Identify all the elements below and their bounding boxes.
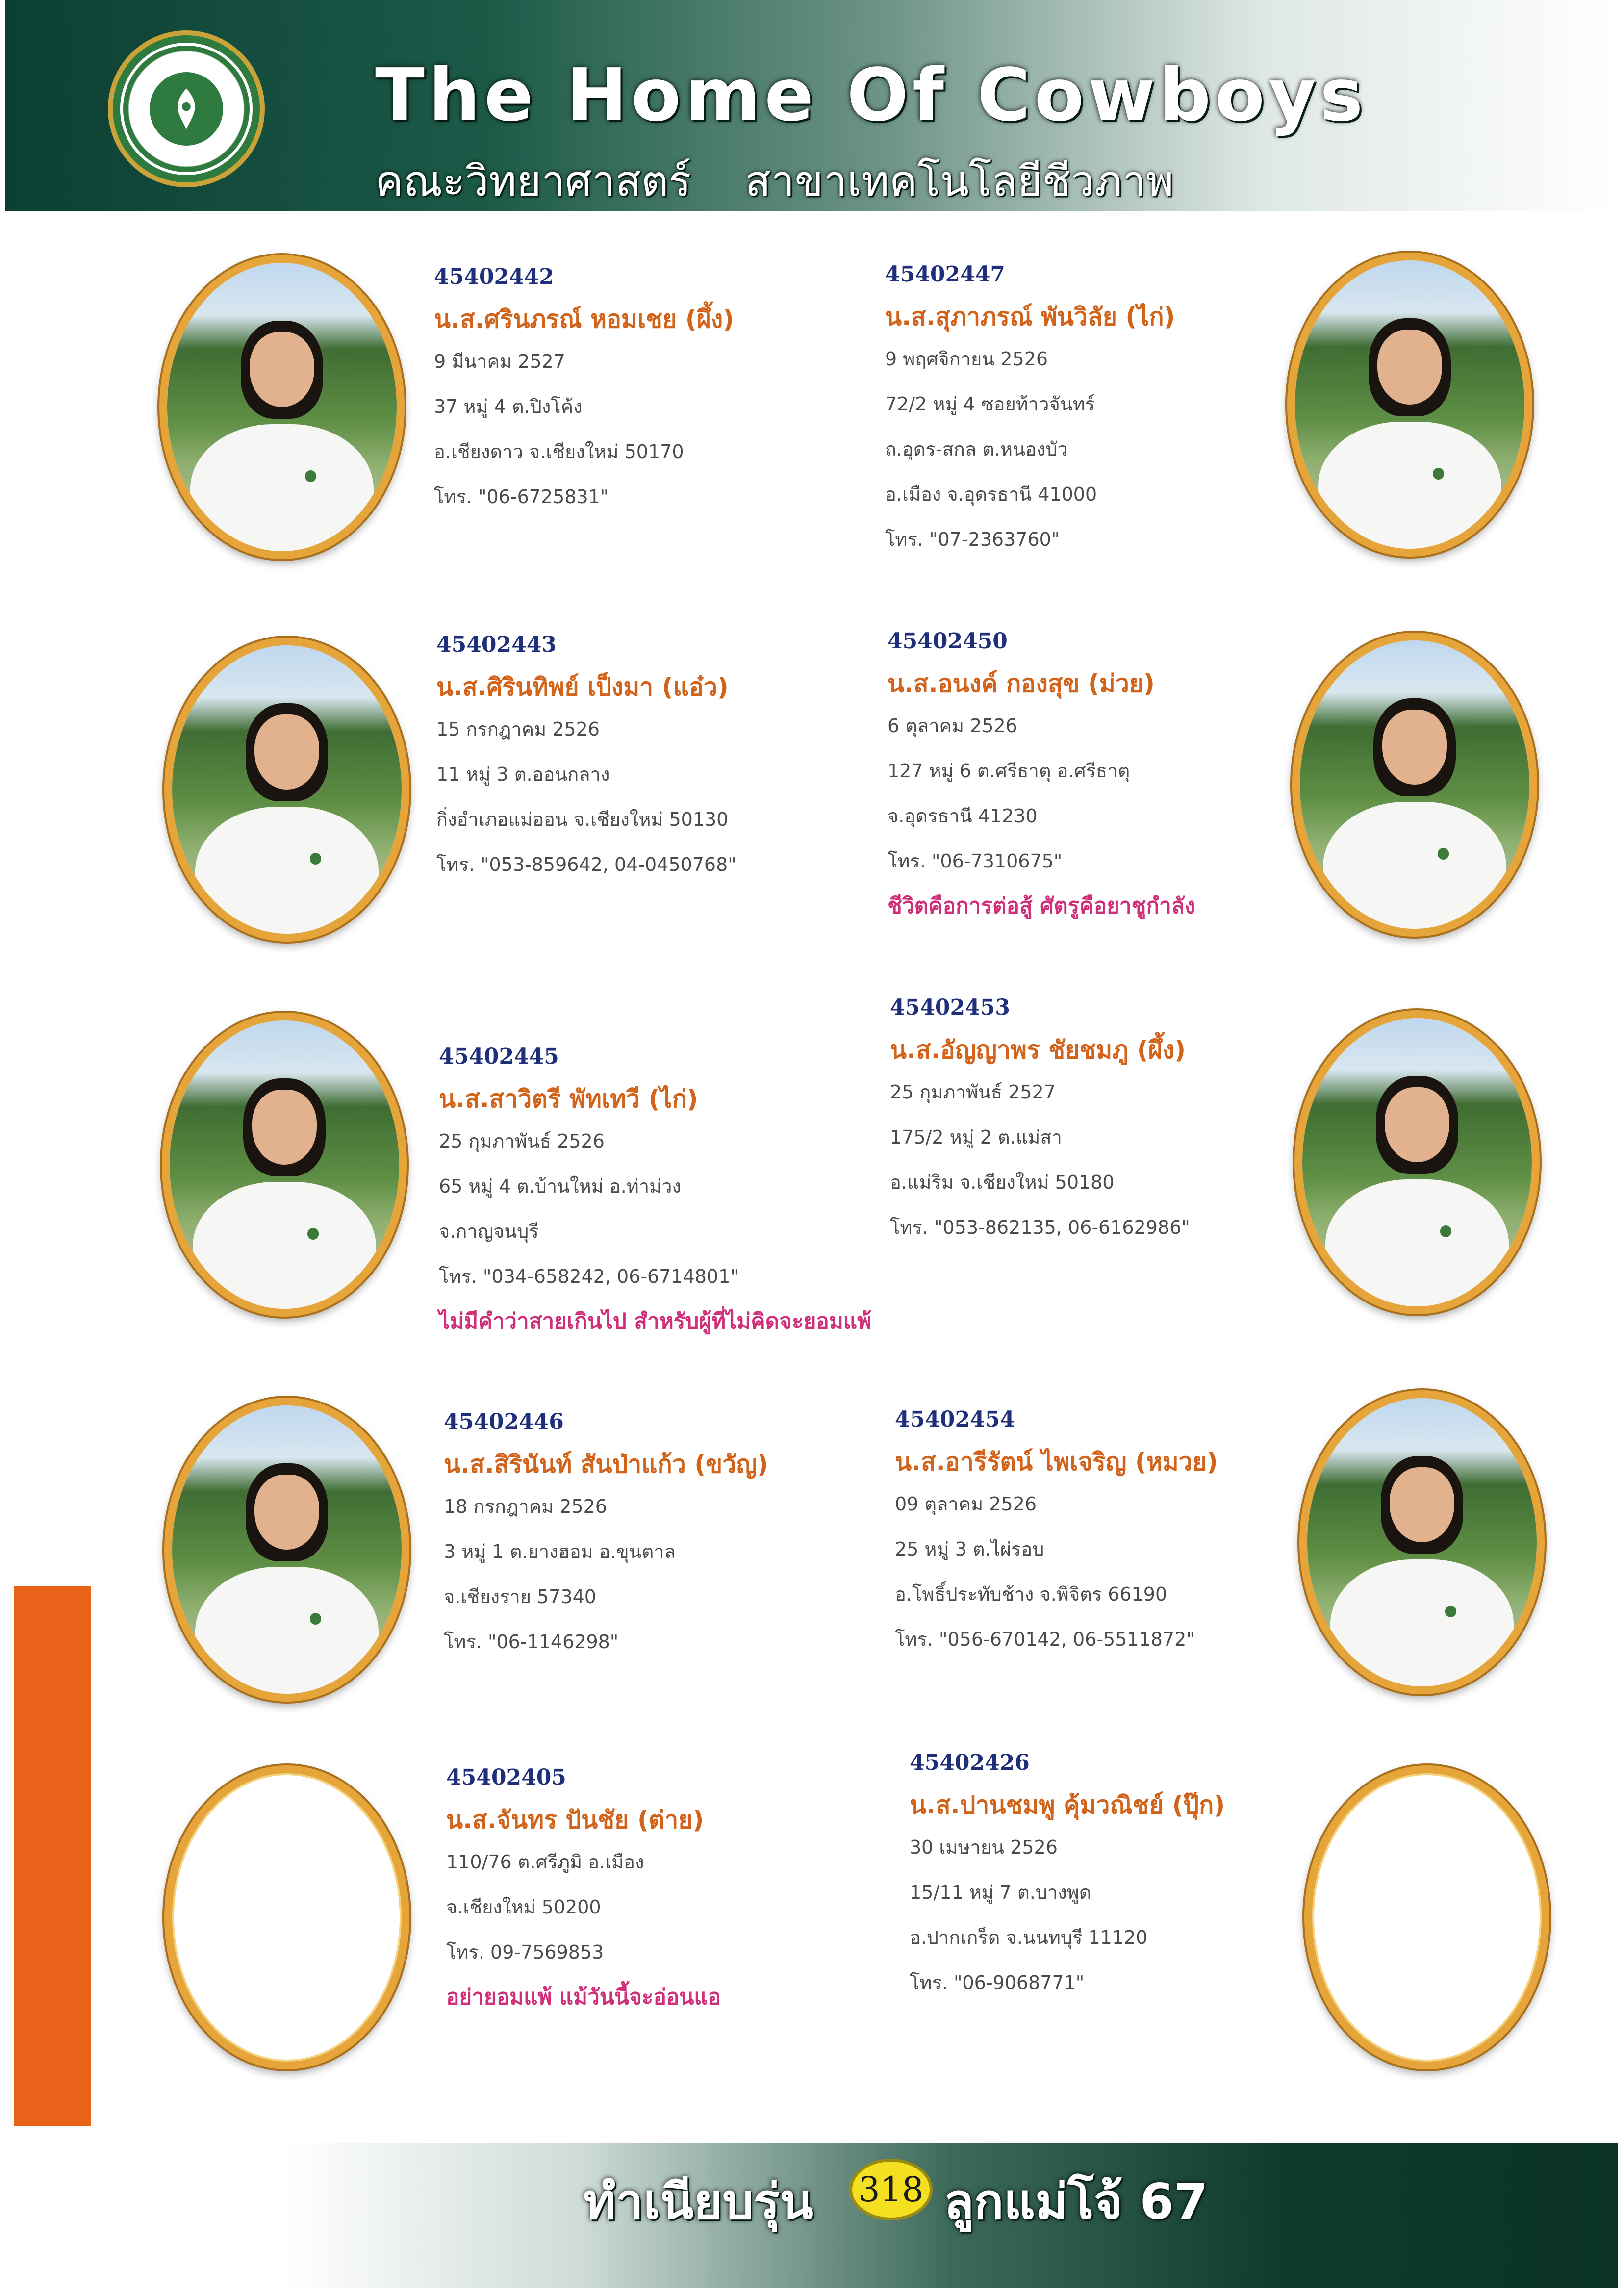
student-detail: 30 เมษายน 2526 <box>910 1836 1058 1858</box>
student-name: น.ส.สุภาภรณ์ พันวิลัย (ไก่) <box>885 303 1175 331</box>
student-detail: อ.ปากเกร็ด จ.นนทบุรี 11120 <box>910 1927 1148 1948</box>
student-phone: โทร. "053-862135, 06-6162986" <box>890 1217 1190 1238</box>
student-phone: โทร. "06-6725831" <box>434 486 609 508</box>
student-detail: 3 หมู่ 1 ต.ยางฮอม อ.ขุนตาล <box>444 1541 676 1562</box>
student-motto: ไม่มีคำว่าสายเกินไป สำหรับผู้ที่ไม่คิดจะยอมแพ้ <box>439 1309 872 1334</box>
student-id: 45402445 <box>439 1044 559 1069</box>
student-detail: อ.เชียงดาว จ.เชียงใหม่ 50170 <box>434 441 684 462</box>
student-entry <box>890 993 1190 1258</box>
footer-left-label: ทำเนียบรุ่น <box>584 2173 813 2230</box>
student-entry <box>436 630 736 895</box>
student-photo <box>1292 633 1537 937</box>
student-name: น.ส.ปานชมพู คุ้มวณิชย์ (ปุ๊ก) <box>910 1791 1225 1819</box>
student-detail: อ.โพธิ์ประทับช้าง จ.พิจิตร 66190 <box>895 1583 1167 1605</box>
student-id: 45402442 <box>434 264 554 289</box>
student-entry <box>888 627 1195 937</box>
student-detail: 127 หมู่ 6 ต.ศรีธาตุ อ.ศรีธาตุ <box>888 760 1130 782</box>
student-detail: 9 มีนาคม 2527 <box>434 351 565 372</box>
student-entry <box>895 1405 1218 1670</box>
student-photo <box>159 255 405 559</box>
student-name: น.ส.ศิรินทิพย์ เป็งมา (แอ๋ว) <box>436 673 729 701</box>
student-detail: 25 หมู่ 3 ต.ไผ่รอบ <box>895 1538 1044 1560</box>
student-phone: โทร. "056-670142, 06-5511872" <box>895 1629 1195 1650</box>
page-subtitle <box>375 147 1174 214</box>
university-logo <box>108 30 265 187</box>
student-detail: 11 หมู่ 3 ต.ออนกลาง <box>436 764 610 785</box>
student-phone: โทร. "034-658242, 06-6714801" <box>439 1266 739 1287</box>
student-detail: 110/76 ต.ศรีภูมิ อ.เมือง <box>446 1851 644 1873</box>
student-phone: โทร. "06-7310675" <box>888 850 1063 872</box>
student-id: 45402446 <box>444 1409 564 1434</box>
student-id: 45402450 <box>888 629 1008 654</box>
student-motto: ชีวิตคือการต่อสู้ ศัตรูคือยาชูกำลัง <box>888 893 1195 918</box>
student-detail: 25 กุมภาพันธ์ 2526 <box>439 1130 605 1152</box>
student-name: น.ส.อารีรัตน์ ไพเจริญ (หมวย) <box>895 1448 1218 1476</box>
student-entry <box>910 1748 1225 2013</box>
student-detail: 9 พฤศจิกายน 2526 <box>885 348 1048 370</box>
page-number: 318 <box>849 2159 933 2220</box>
student-detail: 37 หมู่ 4 ต.ปิงโค้ง <box>434 396 583 417</box>
student-detail: 6 ตุลาคม 2526 <box>888 715 1017 737</box>
student-photo <box>1294 1010 1540 1314</box>
student-motto: อย่ายอมแพ้ แม้วันนี้จะอ่อนแอ <box>446 1985 721 2010</box>
student-detail: 18 กรกฎาคม 2526 <box>444 1496 607 1517</box>
student-phone: โทร. "053-859642, 04-0450768" <box>436 854 736 875</box>
student-name: น.ส.จันทร ปันชัย (ต่าย) <box>446 1806 704 1834</box>
student-detail: 15/11 หมู่ 7 ต.บางพูด <box>910 1882 1091 1903</box>
student-photo-placeholder <box>1304 1765 1549 2069</box>
student-detail: จ.อุดรธานี 41230 <box>888 805 1038 827</box>
student-detail: จ.เชียงราย 57340 <box>444 1586 596 1607</box>
student-entry <box>885 260 1175 570</box>
student-entry <box>444 1407 768 1672</box>
student-entry <box>446 1763 721 2028</box>
student-phone: โทร. 09-7569853 <box>446 1941 604 1963</box>
faculty-label: คณะวิทยาศาสตร์ <box>375 157 691 206</box>
program-label: สาขาเทคโนโลยีชีวภาพ <box>745 157 1174 206</box>
student-detail: อ.แม่ริม จ.เชียงใหม่ 50180 <box>890 1172 1115 1193</box>
student-photo <box>1287 253 1532 557</box>
student-detail: 65 หมู่ 4 ต.บ้านใหม่ อ.ท่าม่วง <box>439 1175 682 1197</box>
student-entry <box>434 262 734 527</box>
student-detail: 72/2 หมู่ 4 ซอยท้าวจันทร์ <box>885 393 1095 415</box>
student-name: น.ส.สิรินันท์ สันป่าแก้ว (ขวัญ) <box>444 1450 768 1479</box>
student-detail: จ.กาญจนบุรี <box>439 1221 539 1242</box>
student-detail: อ.เมือง จ.อุดรธานี 41000 <box>885 484 1097 505</box>
student-id: 45402405 <box>446 1765 566 1790</box>
seal-ring-icon <box>113 35 260 182</box>
footer-right-label: ลูกแม่โจ้ 67 <box>944 2173 1208 2230</box>
student-id: 45402447 <box>885 262 1005 287</box>
student-detail: 15 กรกฎาคม 2526 <box>436 718 600 740</box>
student-phone: โทร. "07-2363760" <box>885 529 1060 550</box>
student-detail: 25 กุมภาพันธ์ 2527 <box>890 1081 1056 1103</box>
student-name: น.ส.ศรินภรณ์ หอมเชย (ผึ้ง) <box>434 305 735 333</box>
student-phone: โทร. "06-9068771" <box>910 1972 1085 1993</box>
student-phone: โทร. "06-1146298" <box>444 1631 619 1653</box>
student-detail: 175/2 หมู่ 2 ต.แม่สา <box>890 1126 1062 1148</box>
side-accent-bar <box>14 1586 91 2126</box>
student-id: 45402443 <box>436 632 557 657</box>
student-id: 45402454 <box>895 1407 1015 1432</box>
student-entry <box>439 1042 871 1352</box>
student-photo <box>164 1398 409 1702</box>
student-detail: 09 ตุลาคม 2526 <box>895 1493 1037 1515</box>
student-detail: กิ่งอำเภอแม่ออน จ.เชียงใหม่ 50130 <box>436 809 729 830</box>
student-photo-placeholder <box>164 1765 409 2069</box>
student-detail: จ.เชียงใหม่ 50200 <box>446 1896 601 1918</box>
student-id: 45402426 <box>910 1750 1030 1775</box>
student-photo <box>162 1013 407 1317</box>
student-name: น.ส.อนงค์ กองสุข (ม่วย) <box>888 669 1155 698</box>
student-name: น.ส.สาวิตรี พัทเทวี (ไก่) <box>439 1085 698 1113</box>
student-photo <box>164 638 409 942</box>
student-detail: ถ.อุดร-สกล ต.หนองบัว <box>885 438 1068 460</box>
student-name: น.ส.อัญญาพร ชัยชมภู (ผึ้ง) <box>890 1036 1186 1064</box>
page-title: The Home Of Cowboys <box>375 53 1367 137</box>
student-photo <box>1299 1390 1545 1694</box>
student-id: 45402453 <box>890 995 1010 1020</box>
